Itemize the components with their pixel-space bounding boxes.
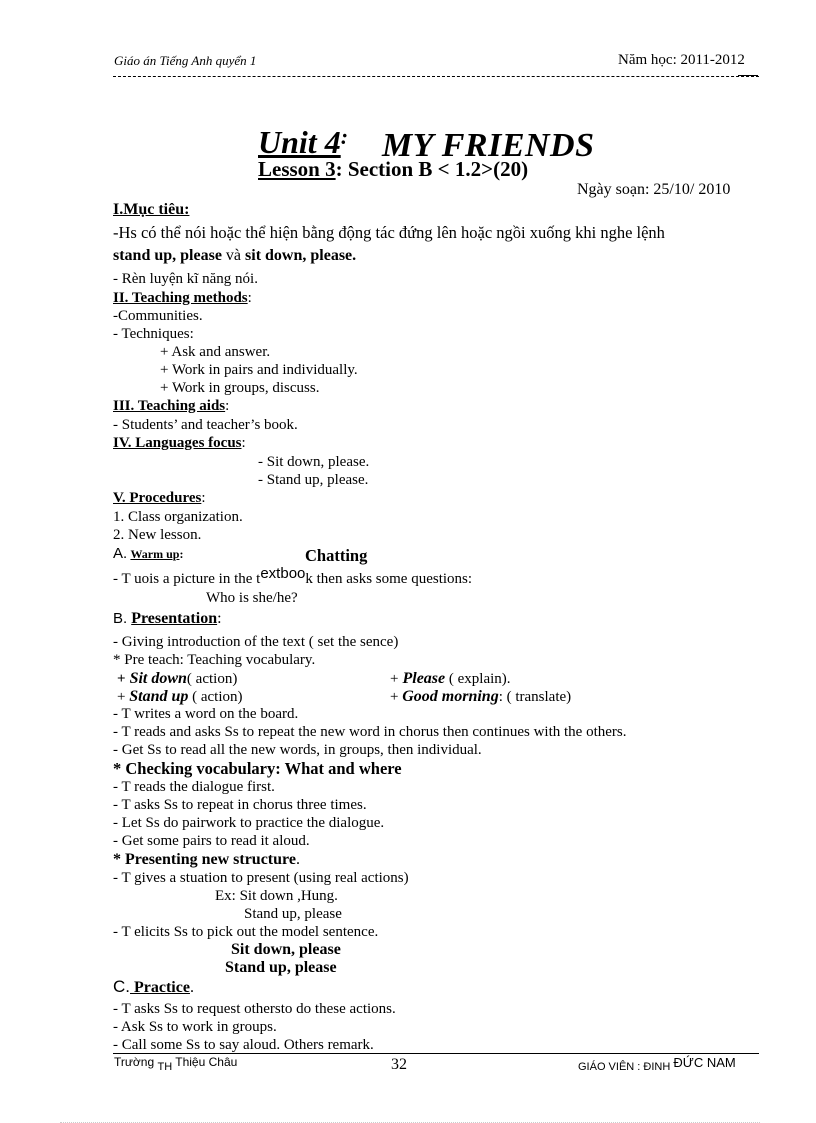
aids-item: - Students’ and teacher’s book. xyxy=(113,417,298,433)
vocab-word: Please xyxy=(398,670,446,687)
footer-teacher-part: ĐỨC NAM xyxy=(673,1055,736,1070)
unit-number: Unit 4 xyxy=(258,124,341,160)
vocab-good-morning xyxy=(390,688,571,706)
vocab-plus: + xyxy=(390,671,399,687)
header-rule-solid xyxy=(738,75,758,76)
unit-name: MY FRIENDS xyxy=(382,127,595,164)
focus-item: - Sit down, please. xyxy=(258,454,370,470)
methods-item: -Communities. xyxy=(113,308,203,324)
structure-line: - T elicits Ss to pick out the model sentence. xyxy=(113,924,379,940)
presentation-letter: B. xyxy=(113,610,128,627)
objective-stand-up: stand up, please xyxy=(113,247,222,264)
vocab-plus: + xyxy=(117,671,126,687)
focus-item: - Stand up, please. xyxy=(258,472,369,488)
methods-item: - Techniques: xyxy=(113,326,194,342)
objectives-line-2 xyxy=(113,247,356,265)
warmup-heading xyxy=(113,546,183,563)
methods-item: + Ask and answer. xyxy=(160,344,271,360)
practice-letter: C. xyxy=(113,977,130,996)
warmup-activity: Chatting xyxy=(305,546,368,565)
warmup-line xyxy=(113,565,473,588)
presentation-heading xyxy=(113,610,222,628)
structure-line: - T gives a stuation to present (using real actions) xyxy=(113,870,409,886)
practice-line: - Call some Ss to say aloud. Others remark. xyxy=(113,1037,374,1053)
aids-colon: : xyxy=(225,398,230,414)
practice-line: - T asks Ss to request othersto do these actions. xyxy=(113,1001,396,1017)
presentation-colon: : xyxy=(217,610,222,627)
aids-heading-text: III. Teaching aids xyxy=(113,398,226,414)
warmup-letter: A. xyxy=(113,545,128,562)
footer-school-part: Trường xyxy=(114,1055,158,1069)
vocab-note: ( action) xyxy=(188,689,243,705)
structure-example: Ex: Sit down ,Hung. xyxy=(215,888,338,904)
methods-colon: : xyxy=(247,290,252,306)
procedures-item: 1. Class organization. xyxy=(113,509,243,525)
methods-heading-text: II. Teaching methods xyxy=(113,290,248,306)
methods-item: + Work in groups, discuss. xyxy=(160,380,320,396)
lesson-section: : Section B < 1.2>(20) xyxy=(335,157,529,181)
checking-step: - Let Ss do pairwork to practice the dialogue. xyxy=(113,815,385,831)
model-sentence-2: Stand up, please xyxy=(225,959,337,976)
unit-colon: : xyxy=(340,124,349,149)
presentation-line: * Pre teach: Teaching vocabulary. xyxy=(113,652,316,668)
vocab-note: ( explain). xyxy=(445,671,511,687)
vocab-word: Good morning xyxy=(402,688,499,705)
vocab-note: : ( translate) xyxy=(498,689,572,705)
footer-rule xyxy=(113,1053,759,1054)
presentation-step: - T writes a word on the board. xyxy=(113,706,299,722)
focus-heading-text: IV. Languages focus xyxy=(113,435,242,451)
objective-sit-down: sit down, please. xyxy=(245,247,357,264)
footer-teacher-part: GIÁO VIÊN : ĐINH xyxy=(578,1061,674,1073)
structure-heading-text: * Presenting new structure xyxy=(113,851,296,868)
vocab-word: Stand up xyxy=(129,688,189,705)
structure-heading xyxy=(113,851,300,869)
page-number: 32 xyxy=(391,1056,407,1073)
checking-step: - T asks Ss to repeat in chorus three times. xyxy=(113,797,367,813)
structure-example: Stand up, please xyxy=(244,906,342,922)
presentation-label: Presentation xyxy=(131,610,218,627)
lesson-line xyxy=(258,158,528,181)
unit-title xyxy=(258,125,348,160)
header-school-subject: Giáo án Tiếng Anh quyển 1 xyxy=(114,53,257,68)
objectives-line-3: - Rèn luyện kĩ năng nói. xyxy=(113,271,258,287)
header-school-year: Năm học: 2011-2012 xyxy=(618,52,745,68)
structure-dot: . xyxy=(295,851,300,868)
warmup-label: Warm up xyxy=(130,547,180,561)
checking-step: - T reads the dialogue first. xyxy=(113,779,275,795)
presentation-step: - Get Ss to read all the new words, in groups, then individual. xyxy=(113,742,482,758)
presentation-step: - T reads and asks Ss to repeat the new word in chorus then continues with the others. xyxy=(113,724,627,740)
practice-label: Practice xyxy=(130,979,190,996)
footer-school-part: TH xyxy=(157,1061,173,1073)
vocab-word: Sit down xyxy=(125,670,187,687)
procedures-item: 2. New lesson. xyxy=(113,527,202,543)
vocab-please xyxy=(390,670,511,688)
checking-step: - Get some pairs to read it aloud. xyxy=(113,833,310,849)
checking-vocabulary: * Checking vocabulary: What and where xyxy=(113,759,402,778)
warmup-line-part: k then asks some questions: xyxy=(305,571,473,587)
aids-heading xyxy=(113,398,229,415)
preparation-date: Ngày soạn: 25/10/ 2010 xyxy=(577,181,731,198)
footer-school-part: Thiệu Châu xyxy=(172,1055,238,1069)
footer-teacher xyxy=(578,1055,736,1073)
methods-heading xyxy=(113,290,252,307)
procedures-colon: : xyxy=(201,490,206,506)
presentation-line: - Giving introduction of the text ( set the sence) xyxy=(113,634,399,650)
vocab-stand-up xyxy=(117,688,243,706)
objectives-heading: I.Mục tiêu: xyxy=(113,201,190,218)
footer-school xyxy=(114,1055,238,1073)
objectives-line-1: -Hs có thể nói hoặc thể hiện bằng động tác đứng lên hoặc ngồi xuống khi nghe lệnh xyxy=(113,223,665,242)
model-sentence-1: Sit down, please xyxy=(231,941,341,958)
objective-conjunction: và xyxy=(221,247,246,264)
lesson-label: Lesson 3 xyxy=(258,157,336,181)
warmup-line-part: - T uois a picture in the t xyxy=(113,571,261,587)
vocab-sit-down xyxy=(117,670,237,688)
warmup-question: Who is she/he? xyxy=(206,590,298,606)
practice-heading xyxy=(113,978,194,997)
vocab-plus: + xyxy=(390,689,399,705)
procedures-heading xyxy=(113,490,206,507)
methods-item: + Work in pairs and individually. xyxy=(160,362,358,378)
practice-line: - Ask Ss to work in groups. xyxy=(113,1019,277,1035)
procedures-heading-text: V. Procedures xyxy=(113,490,202,506)
header-rule xyxy=(113,76,759,77)
practice-dot: . xyxy=(189,979,194,996)
warmup-line-part: extboo xyxy=(260,565,306,582)
vocab-plus: + xyxy=(117,689,126,705)
focus-heading xyxy=(113,435,246,452)
focus-colon: : xyxy=(241,435,246,451)
warmup-colon: : xyxy=(179,547,184,561)
vocab-note: ( action) xyxy=(186,671,238,687)
